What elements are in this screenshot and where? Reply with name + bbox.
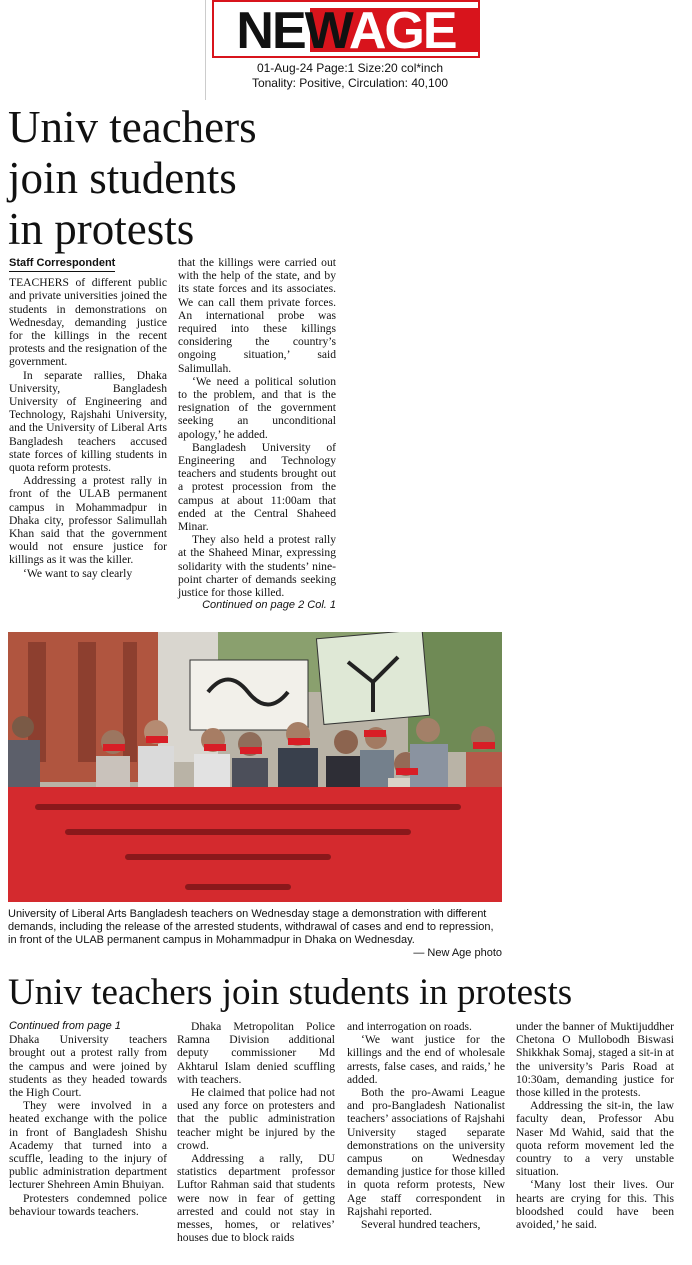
continued-from-note: Continued from page 1 [9, 1020, 121, 1032]
article2-column-4 [516, 1020, 674, 1231]
continued-on-note: Continued on page 2 Col. 1 [202, 599, 336, 612]
article2-headline: Univ teachers join students in protests [8, 972, 573, 1013]
logo-new: NEW [236, 2, 349, 58]
article2-column-3 [347, 1020, 505, 1231]
paragraph: Addressing a rally, DU statistics department professor Luftor Rahman said that students were now in fear of getting arrested and could not stay in messes, homes, or relatives’ houses due to block raids [177, 1152, 335, 1245]
paragraph: Several hundred teachers, [361, 1218, 481, 1232]
paragraph: He claimed that police had not used any force on protesters and that the public administration teacher might be injured by the crowd. [177, 1086, 335, 1152]
paragraph: Protesters condemned police behaviour towards teachers. [9, 1191, 167, 1218]
paragraph: They were involved in a heated exchange with the police in front of Bangladesh Shishu Academy that turned into a scuffle, leading to the injury of public administration department lecturer Shehreen Amin Bhuiyan. [9, 1099, 167, 1192]
paragraph: They also held a protest rally at the Shaheed Minar, expressing solidarity with the students’ nine-point charter of demands seeking justice for those killed. [178, 533, 336, 600]
red-banner [8, 787, 502, 902]
byline: Staff Correspondent [9, 257, 115, 272]
paragraph: Dhaka Metropolitan Police Ramna Division additional deputy commissioner Md Akhtarul Islam denied scuffling with teachers. [177, 1020, 335, 1086]
paragraph: ‘Many lost their lives. Our hearts are crying for this. This bloodshed could have been avoided,’ he said. [516, 1178, 674, 1232]
paragraph: and interrogation on roads. [347, 1020, 472, 1033]
paragraph: Dhaka University teachers brought out a protest rally from the campus and were joined by students as they headed towards the High Court. [9, 1033, 167, 1100]
placard-right [316, 632, 429, 724]
headline-line-3: in protests [8, 204, 195, 254]
paragraph: In separate rallies, Dhaka University, Bangladesh University of Engineering and Technology, Rajshahi University, and the University of Liberal Arts Bangladesh teachers accused state forces of killing students in quota reform protests. [9, 368, 167, 475]
paragraph: Addressing a protest rally in front of the ULAB permanent campus in Mohammadpur in Dhaka city, professor Salimullah Khan said that the government would not ensure justice for killings as it was the killer. [9, 474, 167, 567]
article1-column-1 [9, 256, 167, 580]
logo-age: AGE [348, 2, 456, 58]
paragraph: Both the pro-Awami League and pro-Bangladesh Nationalist teachers’ associations of Rajshahi University staged separate demonstrations on the university campus on Wednesday demanding justice for those killed in quota reform protests, New Age staff correspondent in Rajshahi reported. [347, 1086, 505, 1218]
photo-caption-block [8, 908, 502, 960]
paragraph: TEACHERS of different public and private universities joined the students in demonstrations on Wednesday, demanding justice for the killings in the recent protests and the resignation of the government. [9, 276, 167, 369]
photo-credit: — New Age photo [413, 947, 502, 959]
paragraph: Bangladesh University of Engineering and Technology teachers and students brought out a protest procession from the campus at about 11:00am that ended at the Central Shaheed Minar. [178, 440, 336, 534]
newage-logo [212, 0, 480, 58]
paragraph: that the killings were carried out with the help of the state, and by its state forces and its associates. We can call them private forces. An international probe was required into these killings considering the country’s ongoing situation,’ said Salimullah. [178, 256, 336, 375]
article1-column-2 [178, 256, 336, 612]
article2-column-1 [9, 1020, 167, 1218]
article1-headline [8, 102, 257, 255]
paragraph: ‘We want to say clearly [23, 566, 133, 580]
paragraph: ‘We need a political solution to the problem, and that is the resignation of the government seeking an unconditional apology,’ he added. [178, 374, 336, 441]
paragraph: under the banner of Muktijuddher Chetona O Mullobodh Biswasi Shikkhak Somaj, staged a sit-in at the university’s Paris Road at 10:30am, demanding justice for those killed in the protests. [516, 1020, 674, 1100]
clip-meta-line2: Tonality: Positive, Circulation: 40,100 [251, 76, 449, 90]
protest-photo [8, 632, 502, 902]
article2-column-2 [177, 1020, 335, 1244]
photo-caption: University of Liberal Arts Bangladesh teachers on Wednesday stage a demonstration with different demands, including the release of the arrested students, withdrawal of cases and end to repression, in front of the ULAB permanent campus in Mohammadpur in Dhaka on Wednesday. [8, 908, 494, 946]
headline-line-2: join students [8, 153, 237, 203]
paragraph: ‘We want justice for the killings and the end of wholesale arrests, false cases, and raids,’ he added. [347, 1033, 505, 1086]
headline-line-1: Univ teachers [8, 102, 257, 152]
logo-text [214, 3, 478, 58]
protest-photo-illustration [8, 632, 502, 902]
masthead-divider [205, 0, 206, 100]
placard-left [190, 660, 308, 730]
clip-meta-line1: 01-Aug-24 Page:1 Size:20 col*inch [256, 61, 444, 75]
paragraph: Addressing the sit-in, the law faculty dean, Professor Abu Naser Md Wahid, said that the quota reform movement led the country to a very unstable situation. [516, 1099, 674, 1179]
